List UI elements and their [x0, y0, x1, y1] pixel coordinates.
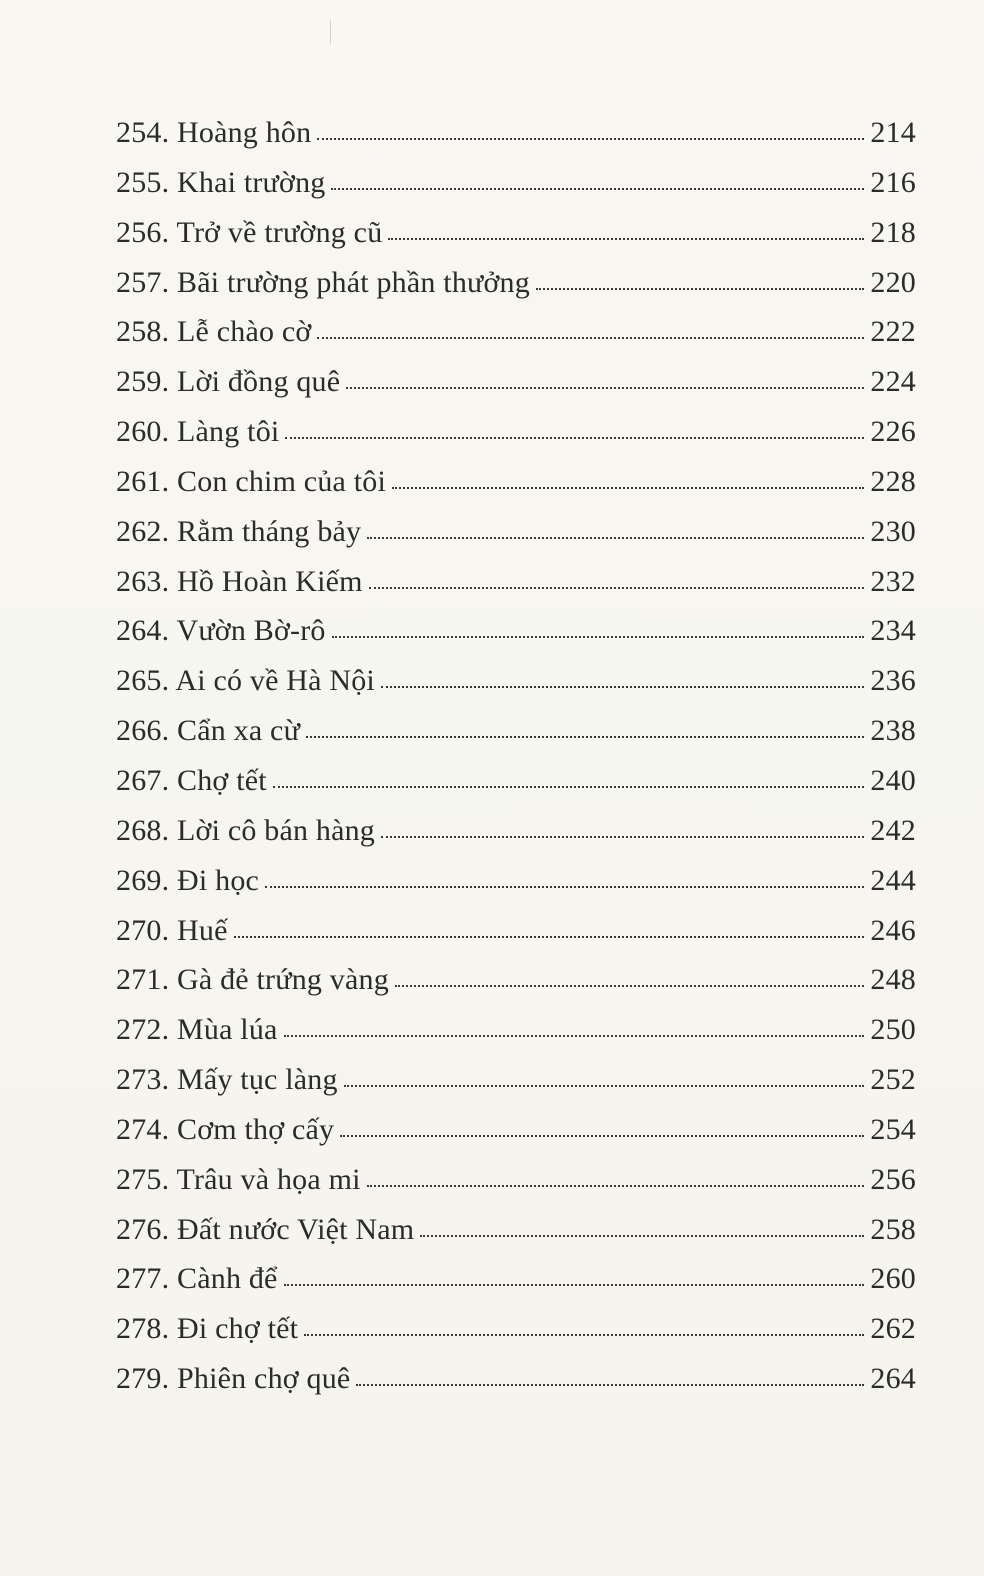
- dot-leader: [381, 684, 864, 688]
- toc-entry-title-text: Đi chợ tết: [177, 1312, 299, 1346]
- toc-entry-number: 266.: [116, 714, 170, 748]
- dot-leader: [234, 934, 864, 938]
- toc-entry-number: 279.: [116, 1362, 170, 1396]
- toc-entry-title: [116, 856, 263, 906]
- toc-entry-number: 274.: [116, 1112, 170, 1146]
- toc-entry-page-number: 258: [870, 1212, 916, 1246]
- toc-entry-title: [116, 208, 386, 258]
- toc-entry-title-text: Chợ tết: [177, 763, 267, 797]
- toc-entry-number: 261.: [116, 464, 170, 498]
- dot-leader: [369, 585, 864, 589]
- dot-leader: [346, 385, 864, 389]
- toc-entry-title-text: Cơm thợ cấy: [177, 1112, 335, 1146]
- toc-entry-page-number: 254: [870, 1112, 916, 1146]
- toc-entry-title-text: Lời cô bán hàng: [177, 813, 375, 847]
- toc-entry-page-number: 252: [870, 1063, 916, 1097]
- toc-entry: [116, 955, 916, 1005]
- toc-entry-number: 260.: [116, 415, 170, 449]
- dot-leader: [367, 1183, 864, 1187]
- toc-entry-title-text: Hoàng hôn: [177, 116, 312, 149]
- toc-entry: [116, 357, 916, 407]
- dot-leader: [284, 1033, 864, 1037]
- toc-entry-title: [116, 656, 379, 706]
- toc-entry-page-number: 226: [870, 415, 916, 449]
- toc-entry-page-number: 214: [870, 116, 916, 149]
- toc-entry-title: [116, 307, 315, 357]
- toc-entry-title: [116, 1254, 282, 1304]
- toc-entry-title-text: Đất nước Việt Nam: [177, 1212, 415, 1246]
- dot-leader: [332, 634, 864, 638]
- toc-entry-title-text: Bãi trường phát phần thưởng: [177, 265, 530, 299]
- dot-leader: [317, 335, 864, 339]
- toc-entry: [116, 606, 916, 656]
- dot-leader: [381, 834, 864, 838]
- dot-leader: [420, 1233, 864, 1237]
- toc-entry-title: [116, 1055, 342, 1105]
- dot-leader: [265, 884, 864, 888]
- toc-entry-title-text: Huế: [177, 913, 228, 947]
- toc-entry-title: [116, 756, 271, 806]
- dot-leader: [273, 784, 864, 788]
- toc-entry-title-text: Cành để: [177, 1262, 278, 1296]
- toc-entry-title: [116, 158, 329, 208]
- toc-entry-number: 277.: [116, 1262, 170, 1296]
- toc-entry: [116, 407, 916, 457]
- toc-entry-number: 255.: [116, 165, 170, 199]
- toc-entry-title: [116, 1205, 418, 1255]
- dot-leader: [340, 1133, 864, 1137]
- toc-entry-number: 275.: [116, 1162, 170, 1196]
- toc-entry-page-number: 236: [870, 664, 916, 698]
- toc-entry-title: [116, 258, 534, 308]
- toc-entry-number: 278.: [116, 1312, 170, 1346]
- toc-entry-number: 264.: [116, 614, 170, 648]
- toc-entry-title-text: Trở về trường cũ: [176, 215, 383, 249]
- toc-entry-title: [116, 906, 232, 956]
- toc-entry-title-text: Gà đẻ trứng vàng: [177, 963, 389, 997]
- toc-entry-title-text: Mấy tục làng: [177, 1063, 338, 1097]
- toc-entry: [116, 1155, 916, 1205]
- toc-entry-title: [116, 1105, 338, 1155]
- toc-entry-page-number: 244: [870, 863, 916, 897]
- toc-entry-title-text: Mùa lúa: [177, 1013, 278, 1047]
- toc-entry: [116, 906, 916, 956]
- toc-entry-title: [116, 108, 315, 158]
- toc-entry-number: 254.: [116, 116, 170, 149]
- toc-entry-number: 265.: [116, 664, 170, 698]
- toc-entry: [116, 1354, 916, 1404]
- toc-entry: [116, 1254, 916, 1304]
- toc-entry-page-number: 234: [870, 614, 916, 648]
- toc-entry: [116, 756, 916, 806]
- toc-entry: [116, 1205, 916, 1255]
- toc-entry-number: 268.: [116, 813, 170, 847]
- toc-entry-title-text: Hồ Hoàn Kiếm: [177, 564, 363, 598]
- toc-entry-title-text: Đi học: [177, 863, 260, 897]
- toc-entry-number: 270.: [116, 913, 170, 947]
- dot-leader: [367, 535, 864, 539]
- toc-entry-page-number: 216: [870, 165, 916, 199]
- toc-entry-title: [116, 457, 390, 507]
- dot-leader: [392, 485, 864, 489]
- toc-entry-title-text: Ai có về Hà Nội: [175, 664, 375, 698]
- toc-entry: [116, 307, 916, 357]
- toc-entry-number: 257.: [116, 265, 170, 299]
- toc-entry-title: [116, 1354, 354, 1404]
- toc-entry: [116, 457, 916, 507]
- toc-entry-title: [116, 606, 330, 656]
- toc-entry: [116, 158, 916, 208]
- toc-entry-title-text: Vườn Bờ-rô: [176, 614, 326, 648]
- toc-entry: [116, 507, 916, 557]
- toc-entry-page-number: 232: [870, 564, 916, 598]
- toc-entry-title-text: Lễ chào cờ: [177, 315, 312, 349]
- toc-entry-title-text: Khai trường: [177, 165, 326, 199]
- toc-entry-number: 258.: [116, 315, 170, 349]
- toc-entry-title: [116, 1304, 302, 1354]
- toc-entry-title: [116, 1005, 282, 1055]
- toc-entry-page-number: 250: [870, 1013, 916, 1047]
- toc-entry-number: 276.: [116, 1212, 170, 1246]
- toc-entry-title: [116, 557, 367, 607]
- toc-entry: [116, 108, 916, 158]
- toc-entry-page-number: 224: [870, 365, 916, 399]
- toc-entry-number: 256.: [116, 215, 170, 249]
- toc-entry-page-number: 238: [870, 714, 916, 748]
- toc-entry: [116, 1055, 916, 1105]
- toc-entry-title: [116, 407, 283, 457]
- toc-entry-number: 262.: [116, 514, 170, 548]
- toc-entry-title: [116, 507, 365, 557]
- toc-entry-title: [116, 706, 304, 756]
- toc-entry: [116, 258, 916, 308]
- dot-leader: [356, 1382, 864, 1386]
- dot-leader: [388, 236, 864, 240]
- toc-entry: [116, 1304, 916, 1354]
- toc-entry-page-number: 230: [870, 514, 916, 548]
- dot-leader: [344, 1083, 864, 1087]
- toc-entry-page-number: 218: [870, 215, 916, 249]
- toc-entry-page-number: 246: [870, 913, 916, 947]
- dot-leader: [536, 286, 864, 290]
- toc-entry-title-text: Con chim của tôi: [177, 464, 387, 498]
- toc-entry-page-number: 222: [870, 315, 916, 349]
- toc-entry-page-number: 220: [870, 265, 916, 299]
- toc-entry-number: 267.: [116, 763, 170, 797]
- toc-entry: [116, 1105, 916, 1155]
- toc-entry-page-number: 262: [870, 1312, 916, 1346]
- toc-entry-title: [116, 1155, 365, 1205]
- table-of-contents: [116, 108, 916, 1404]
- toc-entry: [116, 557, 916, 607]
- dot-leader: [395, 983, 864, 987]
- toc-entry-number: 271.: [116, 963, 170, 997]
- dot-leader: [306, 734, 864, 738]
- toc-entry-page-number: 260: [870, 1262, 916, 1296]
- toc-entry: [116, 208, 916, 258]
- dot-leader: [284, 1282, 864, 1286]
- toc-entry-page-number: 248: [870, 963, 916, 997]
- toc-entry-title-text: Rằm tháng bảy: [177, 514, 362, 548]
- toc-entry-title: [116, 357, 344, 407]
- toc-entry: [116, 706, 916, 756]
- toc-entry-title-text: Làng tôi: [177, 415, 280, 449]
- toc-entry-page-number: 242: [870, 813, 916, 847]
- toc-entry-title-text: Lời đồng quê: [177, 365, 341, 399]
- dot-leader: [317, 136, 864, 140]
- toc-entry-title-text: Trâu và họa mi: [176, 1162, 361, 1196]
- toc-entry-title: [116, 955, 393, 1005]
- toc-entry: [116, 1005, 916, 1055]
- toc-entry-number: 269.: [116, 863, 170, 897]
- dot-leader: [285, 435, 864, 439]
- toc-entry-page-number: 240: [870, 763, 916, 797]
- toc-entry: [116, 856, 916, 906]
- dot-leader: [331, 186, 864, 190]
- toc-entry-title-text: Cẩn xa cừ: [177, 714, 301, 748]
- toc-entry-number: 259.: [116, 365, 170, 399]
- page-crease: [330, 20, 331, 44]
- toc-entry-page-number: 256: [870, 1162, 916, 1196]
- toc-entry-number: 263.: [116, 564, 170, 598]
- toc-entry-page-number: 264: [870, 1362, 916, 1396]
- toc-entry: [116, 806, 916, 856]
- toc-entry-title: [116, 806, 379, 856]
- dot-leader: [304, 1332, 864, 1336]
- toc-entry-number: 273.: [116, 1063, 170, 1097]
- toc-entry-number: 272.: [116, 1013, 170, 1047]
- toc-entry-page-number: 228: [870, 464, 916, 498]
- toc-entry-title-text: Phiên chợ quê: [177, 1362, 351, 1396]
- toc-entry: [116, 656, 916, 706]
